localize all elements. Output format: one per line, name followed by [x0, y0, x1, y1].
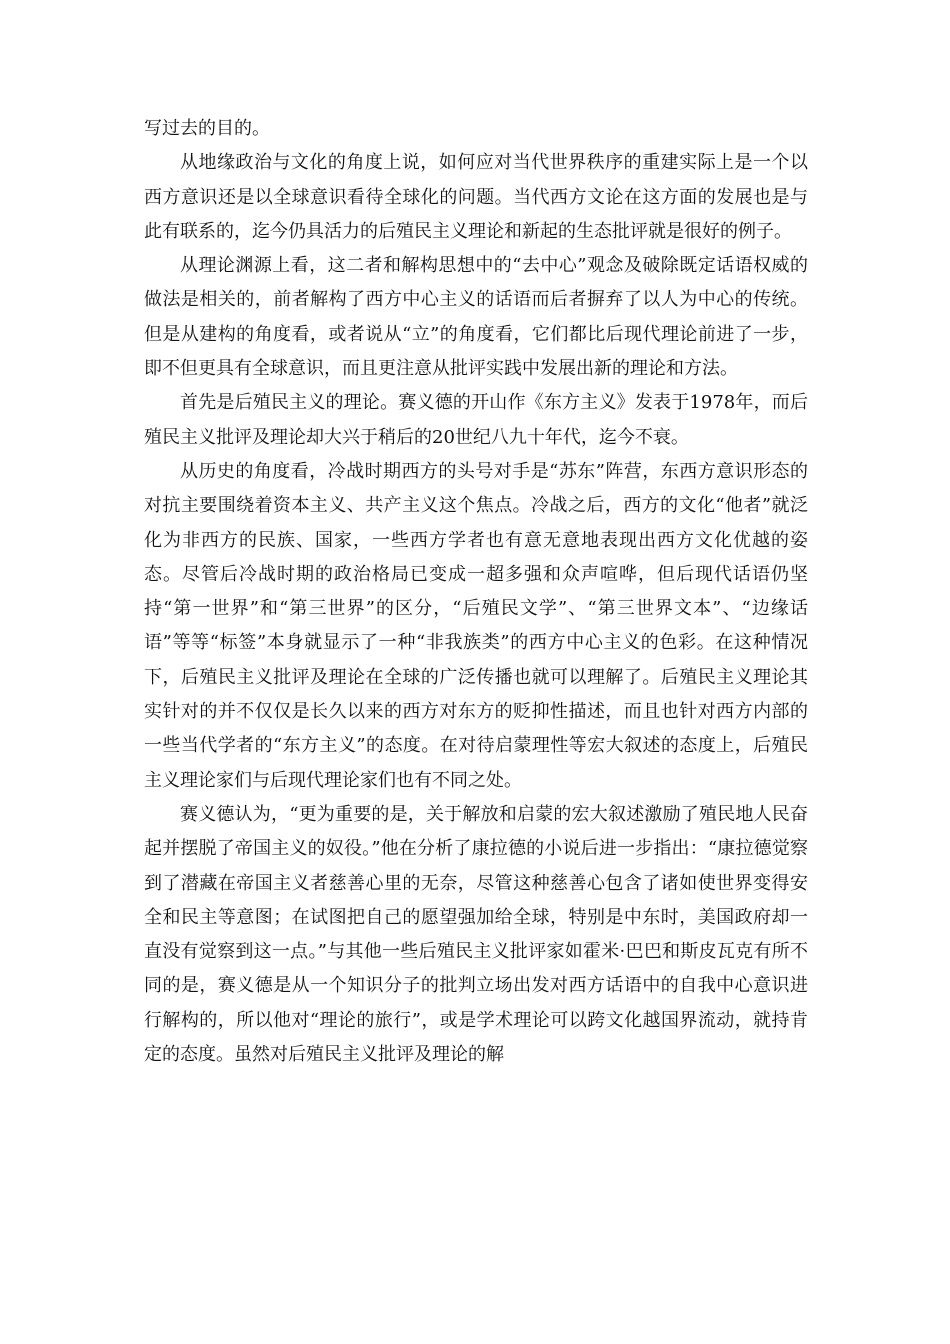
document-body [144, 112, 808, 1072]
paragraph: 从理论渊源上看，这二者和解构思想中的“去中心”观念及破除既定话语权威的做法是相关的，前者解构了西方中心主义的话语而后者摒弃了以人为中心的传统。但是从建构的角度看，或者说从“立”的角度看，它们都比后现代理论前进了一步，即不但更具有全球意识，而且更注意从批评实践中发展出新的理论和方法。 [144, 255, 808, 380]
paragraph-continuation: 写过去的目的。 [144, 118, 270, 139]
paragraph: 从地缘政治与文化的角度上说，如何应对当代世界秩序的重建实际上是一个以西方意识还是以全球意识看待全球化的问题。当代西方文论在这方面的发展也是与此有联系的，迄今仍具活力的后殖民主义理论和新起的生态批评就是很好的例子。 [144, 152, 808, 242]
paragraph: 首先是后殖民主义的理论。赛义德的开山作《东方主义》发表于1978年，而后殖民主义批评及理论却大兴于稍后的20世纪八九十年代，迄今不衰。 [144, 392, 808, 448]
paragraph: 从历史的角度看，冷战时期西方的头号对手是“苏东”阵营，东西方意识形态的对抗主要围绕着资本主义、共产主义这个焦点。冷战之后，西方的文化“他者”就泛化为非西方的民族、国家，一些西方学者也有意无意地表现出西方文化优越的姿态。尽管后冷战时期的政治格局已变成一超多强和众声喧哗，但后现代话语仍坚持“第一世界”和“第三世界”的区分，“后殖民文学”、“第三世界文本”、“边缘话语”等等“标签”本身就显示了一种“非我族类”的西方中心主义的色彩。在这种情况下，后殖民主义批评及理论在全球的广泛传播也就可以理解了。后殖民主义理论其实针对的并不仅仅是长久以来的西方对东方的贬抑性描述，而且也针对西方内部的一些当代学者的“东方主义”的态度。在对待启蒙理性等宏大叙述的态度上，后殖民主义理论家们与后现代理论家们也有不同之处。 [144, 460, 808, 791]
paragraph: 赛义德认为，“更为重要的是，关于解放和启蒙的宏大叙述激励了殖民地人民奋起并摆脱了帝国主义的奴役。”他在分析了康拉德的小说后进一步指出：“康拉德觉察到了潜藏在帝国主义者慈善心里的无奈，尽管这种慈善心包含了诸如使世界变得安全和民主等意图；在试图把自己的愿望强加给全球，特别是中东时，美国政府却一直没有觉察到这一点。”与其他一些后殖民主义批评家如霍米·巴巴和斯皮瓦克有所不同的是，赛义德是从一个知识分子的批判立场出发对西方话语中的自我中心意识进行解构的，所以他对“理论的旅行”，或是学术理论可以跨文化越国界流动，就持肯定的态度。虽然对后殖民主义批评及理论的解 [144, 803, 808, 1066]
